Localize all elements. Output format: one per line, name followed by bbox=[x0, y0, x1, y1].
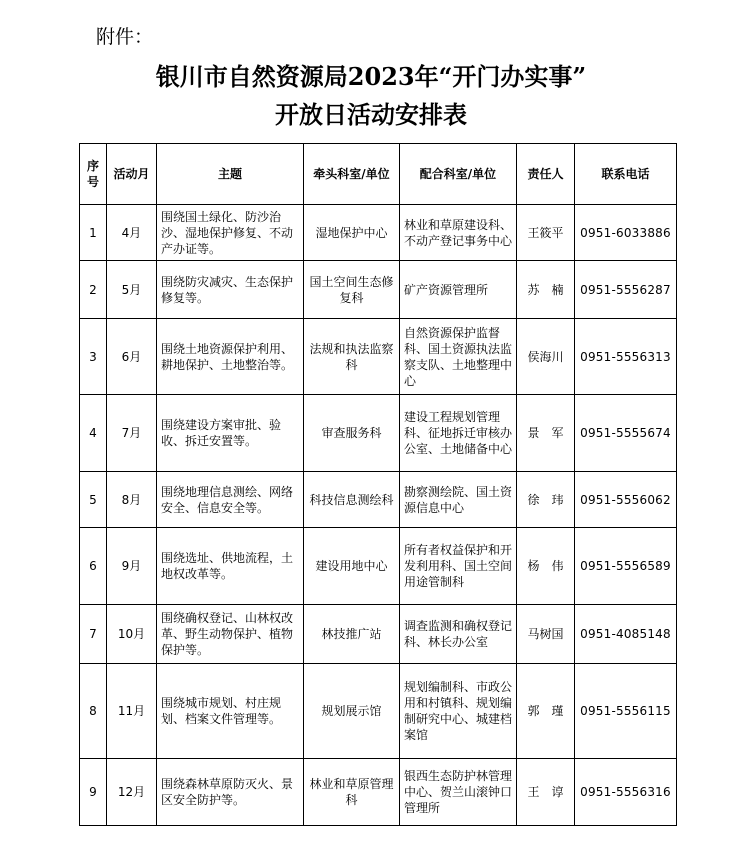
cell-month: 10月 bbox=[107, 605, 157, 664]
cell-no: 4 bbox=[80, 395, 107, 472]
cell-person: 侯海川 bbox=[517, 319, 575, 395]
table-row bbox=[80, 605, 677, 664]
cell-month: 5月 bbox=[107, 261, 157, 319]
cell-partner: 规划编制科、市政公用和村镇科、规划编制研究中心、城建档案馆 bbox=[400, 664, 517, 759]
cell-no: 5 bbox=[80, 472, 107, 528]
column-header-phone: 联系电话 bbox=[575, 144, 677, 205]
table-row bbox=[80, 205, 677, 261]
cell-lead: 林技推广站 bbox=[304, 605, 400, 664]
cell-partner: 调查监测和确权登记科、林长办公室 bbox=[400, 605, 517, 664]
cell-no: 8 bbox=[80, 664, 107, 759]
document-title-line-1: 银川市自然资源局2023年“开门办实事” bbox=[155, 62, 587, 91]
cell-person: 景 军 bbox=[517, 395, 575, 472]
cell-partner: 银西生态防护林管理中心、贺兰山滚钟口管理所 bbox=[400, 759, 517, 826]
column-header-topic: 主题 bbox=[157, 144, 304, 205]
cell-phone: 0951-5556115 bbox=[575, 664, 677, 759]
table-row bbox=[80, 472, 677, 528]
table-row bbox=[80, 664, 677, 759]
cell-phone: 0951-5556287 bbox=[575, 261, 677, 319]
cell-lead: 法规和执法监察科 bbox=[304, 319, 400, 395]
cell-person: 徐 玮 bbox=[517, 472, 575, 528]
cell-lead: 规划展示馆 bbox=[304, 664, 400, 759]
column-header-lead: 牵头科室/单位 bbox=[304, 144, 400, 205]
cell-topic: 围绕地理信息测绘、网络安全、信息安全等。 bbox=[157, 472, 304, 528]
cell-no: 2 bbox=[80, 261, 107, 319]
cell-topic: 围绕土地资源保护利用、耕地保护、土地整治等。 bbox=[157, 319, 304, 395]
column-header-month: 活动月 bbox=[107, 144, 157, 205]
cell-topic: 围绕选址、供地流程，土地权改革等。 bbox=[157, 528, 304, 605]
cell-lead: 审查服务科 bbox=[304, 395, 400, 472]
cell-month: 11月 bbox=[107, 664, 157, 759]
column-header-person: 责任人 bbox=[517, 144, 575, 205]
cell-topic: 围绕确权登记、山林权改革、野生动物保护、植物保护等。 bbox=[157, 605, 304, 664]
cell-topic: 围绕建设方案审批、验收、拆迁安置等。 bbox=[157, 395, 304, 472]
cell-no: 7 bbox=[80, 605, 107, 664]
cell-no: 6 bbox=[80, 528, 107, 605]
cell-no: 1 bbox=[80, 205, 107, 261]
cell-person: 苏 楠 bbox=[517, 261, 575, 319]
cell-lead: 湿地保护中心 bbox=[304, 205, 400, 261]
cell-phone: 0951-5556313 bbox=[575, 319, 677, 395]
cell-partner: 林业和草原建设科、不动产登记事务中心 bbox=[400, 205, 517, 261]
cell-no: 3 bbox=[80, 319, 107, 395]
cell-lead: 国土空间生态修复科 bbox=[304, 261, 400, 319]
document-title-line-2: 开放日活动安排表 bbox=[275, 100, 467, 129]
cell-partner: 勘察测绘院、国土资源信息中心 bbox=[400, 472, 517, 528]
cell-lead: 林业和草原管理科 bbox=[304, 759, 400, 826]
cell-month: 7月 bbox=[107, 395, 157, 472]
table-row bbox=[80, 759, 677, 826]
table-row bbox=[80, 261, 677, 319]
cell-person: 杨 伟 bbox=[517, 528, 575, 605]
cell-topic: 围绕城市规划、村庄规划、档案文件管理等。 bbox=[157, 664, 304, 759]
cell-month: 4月 bbox=[107, 205, 157, 261]
cell-phone: 0951-4085148 bbox=[575, 605, 677, 664]
cell-lead: 建设用地中心 bbox=[304, 528, 400, 605]
cell-month: 6月 bbox=[107, 319, 157, 395]
cell-partner: 自然资源保护监督科、国土资源执法监察支队、土地整理中心 bbox=[400, 319, 517, 395]
cell-phone: 0951-5556316 bbox=[575, 759, 677, 826]
cell-topic: 围绕防灾减灾、生态保护修复等。 bbox=[157, 261, 304, 319]
table-row bbox=[80, 528, 677, 605]
cell-phone: 0951-6033886 bbox=[575, 205, 677, 261]
cell-topic: 围绕森林草原防灭火、景区安全防护等。 bbox=[157, 759, 304, 826]
table-row bbox=[80, 319, 677, 395]
cell-person: 郭 瑾 bbox=[517, 664, 575, 759]
cell-person: 王筱平 bbox=[517, 205, 575, 261]
table-row bbox=[80, 395, 677, 472]
column-header-partner: 配合科室/单位 bbox=[400, 144, 517, 205]
cell-no: 9 bbox=[80, 759, 107, 826]
schedule-table bbox=[79, 143, 677, 826]
cell-lead: 科技信息测绘科 bbox=[304, 472, 400, 528]
cell-person: 马树国 bbox=[517, 605, 575, 664]
attachment-label: 附件： bbox=[96, 26, 154, 48]
column-header-no: 序号 bbox=[80, 144, 107, 205]
cell-topic: 围绕国土绿化、防沙治沙、湿地保护修复、不动产办证等。 bbox=[157, 205, 304, 261]
cell-partner: 矿产资源管理所 bbox=[400, 261, 517, 319]
cell-phone: 0951-5556062 bbox=[575, 472, 677, 528]
cell-month: 9月 bbox=[107, 528, 157, 605]
cell-phone: 0951-5556589 bbox=[575, 528, 677, 605]
table-header-row bbox=[80, 144, 677, 205]
cell-phone: 0951-5555674 bbox=[575, 395, 677, 472]
cell-month: 12月 bbox=[107, 759, 157, 826]
cell-partner: 建设工程规划管理科、征地拆迁审核办公室、土地储备中心 bbox=[400, 395, 517, 472]
cell-partner: 所有者权益保护和开发利用科、国土空间用途管制科 bbox=[400, 528, 517, 605]
cell-person: 王 谆 bbox=[517, 759, 575, 826]
cell-month: 8月 bbox=[107, 472, 157, 528]
